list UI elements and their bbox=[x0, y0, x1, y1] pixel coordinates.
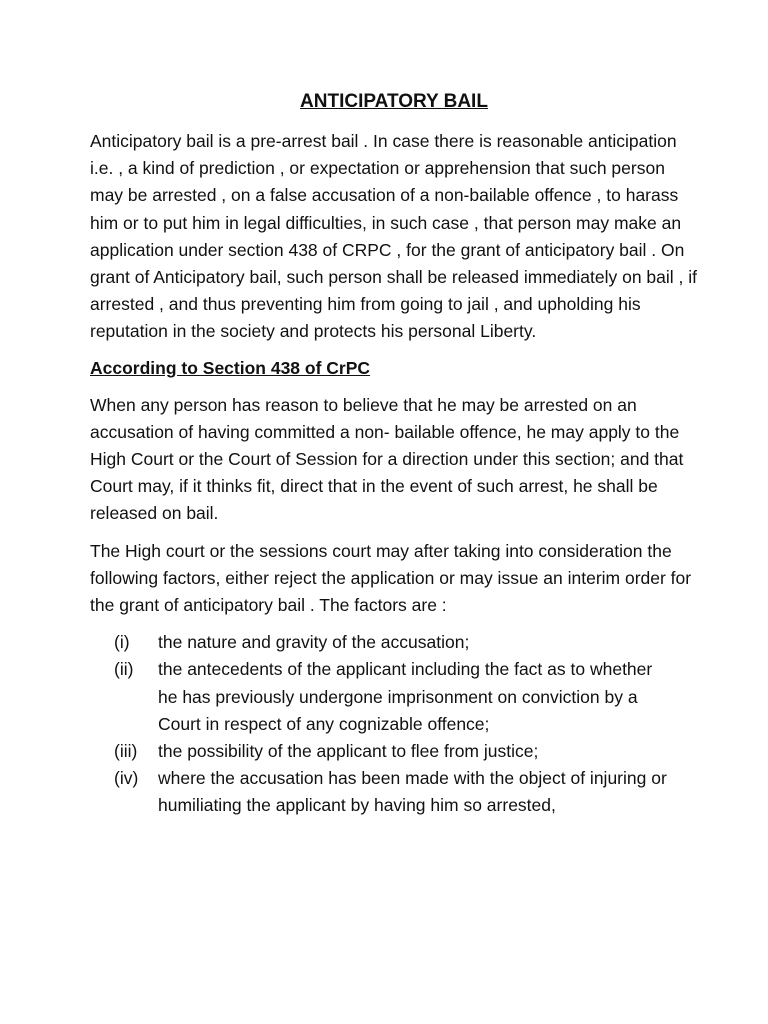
factor-item bbox=[114, 765, 698, 819]
factors-list bbox=[90, 629, 698, 819]
section-paragraph: When any person has reason to believe that he may be arrested on an accusation of having committed a non- bailable offence, he may apply to the High Court or the Court of Session for a direction under this section; and that Court may, if it thinks fit, direct that in the event of such arrest, he shall be released on bail. bbox=[90, 394, 684, 524]
factor-item bbox=[114, 738, 698, 765]
factor-item bbox=[114, 656, 698, 738]
factor-text: the nature and gravity of the accusation; bbox=[158, 632, 470, 653]
factor-text: the antecedents of the applicant including the fact as to whether he has previously undergone imprisonment on conviction by a Court in respect of any cognizable offence; bbox=[158, 659, 653, 734]
factor-number: (i) bbox=[114, 632, 130, 653]
page-title: ANTICIPATORY BAIL bbox=[300, 91, 488, 112]
factor-number: (iii) bbox=[114, 741, 138, 762]
factor-number: (iv) bbox=[114, 768, 139, 789]
intro-paragraph: Anticipatory bail is a pre-arrest bail . In case there is reasonable anticipation i.e. , a kind of prediction , or expectation or apprehension that such person may be arrested , on a false accusation of a non-bailable offence , to harass him or to put him in legal difficulties, in such case , that person may make an application under section 438 of CRPC , for the grant of anticipatory bail . On grant of Anticipatory bail, such person shall be released immediately on bail , if arrested , and thus preventing him from going to jail , and upholding his reputation in the society and protects his personal Liberty. bbox=[90, 131, 697, 342]
factors-intro-paragraph: The High court or the sessions court may after taking into consideration the following factors, either reject the application or may issue an interim order for the grant of anticipatory bail . The factors are : bbox=[90, 540, 692, 616]
factor-item bbox=[114, 629, 698, 656]
factor-text: where the accusation has been made with the object of injuring or humiliating the applicant by having him so arrested, bbox=[158, 768, 667, 816]
factor-number: (ii) bbox=[114, 659, 134, 680]
section-heading: According to Section 438 of CrPC bbox=[90, 357, 371, 378]
factor-text: the possibility of the applicant to flee from justice; bbox=[158, 741, 539, 762]
